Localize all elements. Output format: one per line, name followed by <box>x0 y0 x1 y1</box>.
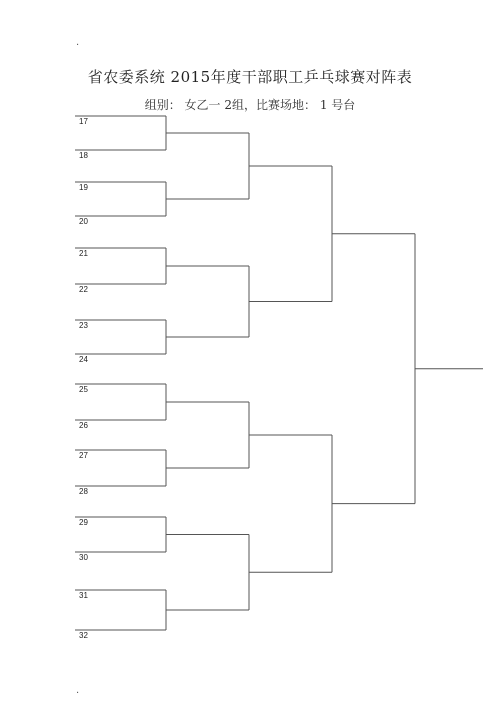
page-dot-top: . <box>76 37 80 48</box>
page-dot-bottom: . <box>76 685 80 696</box>
page-subtitle: 组别： 女乙一 2组，比赛场地： 1 号台 <box>144 98 356 112</box>
player-number: 29 <box>79 518 88 527</box>
player-number: 26 <box>79 421 88 430</box>
player-number: 28 <box>79 487 88 496</box>
player-number: 24 <box>79 355 88 364</box>
player-number: 22 <box>79 285 88 294</box>
player-number: 17 <box>79 117 88 126</box>
player-number: 23 <box>79 321 88 330</box>
player-number: 18 <box>79 151 88 160</box>
player-number: 25 <box>79 385 88 394</box>
player-number: 21 <box>79 249 88 258</box>
player-number: 19 <box>79 183 88 192</box>
player-number: 31 <box>79 591 88 600</box>
bracket-lines <box>75 116 483 630</box>
player-number: 32 <box>79 631 88 640</box>
player-number: 20 <box>79 217 88 226</box>
player-number: 30 <box>79 553 88 562</box>
page-title: 省农委系统 2015年度干部职工乒乓球赛对阵表 <box>87 68 413 86</box>
player-number: 27 <box>79 451 88 460</box>
